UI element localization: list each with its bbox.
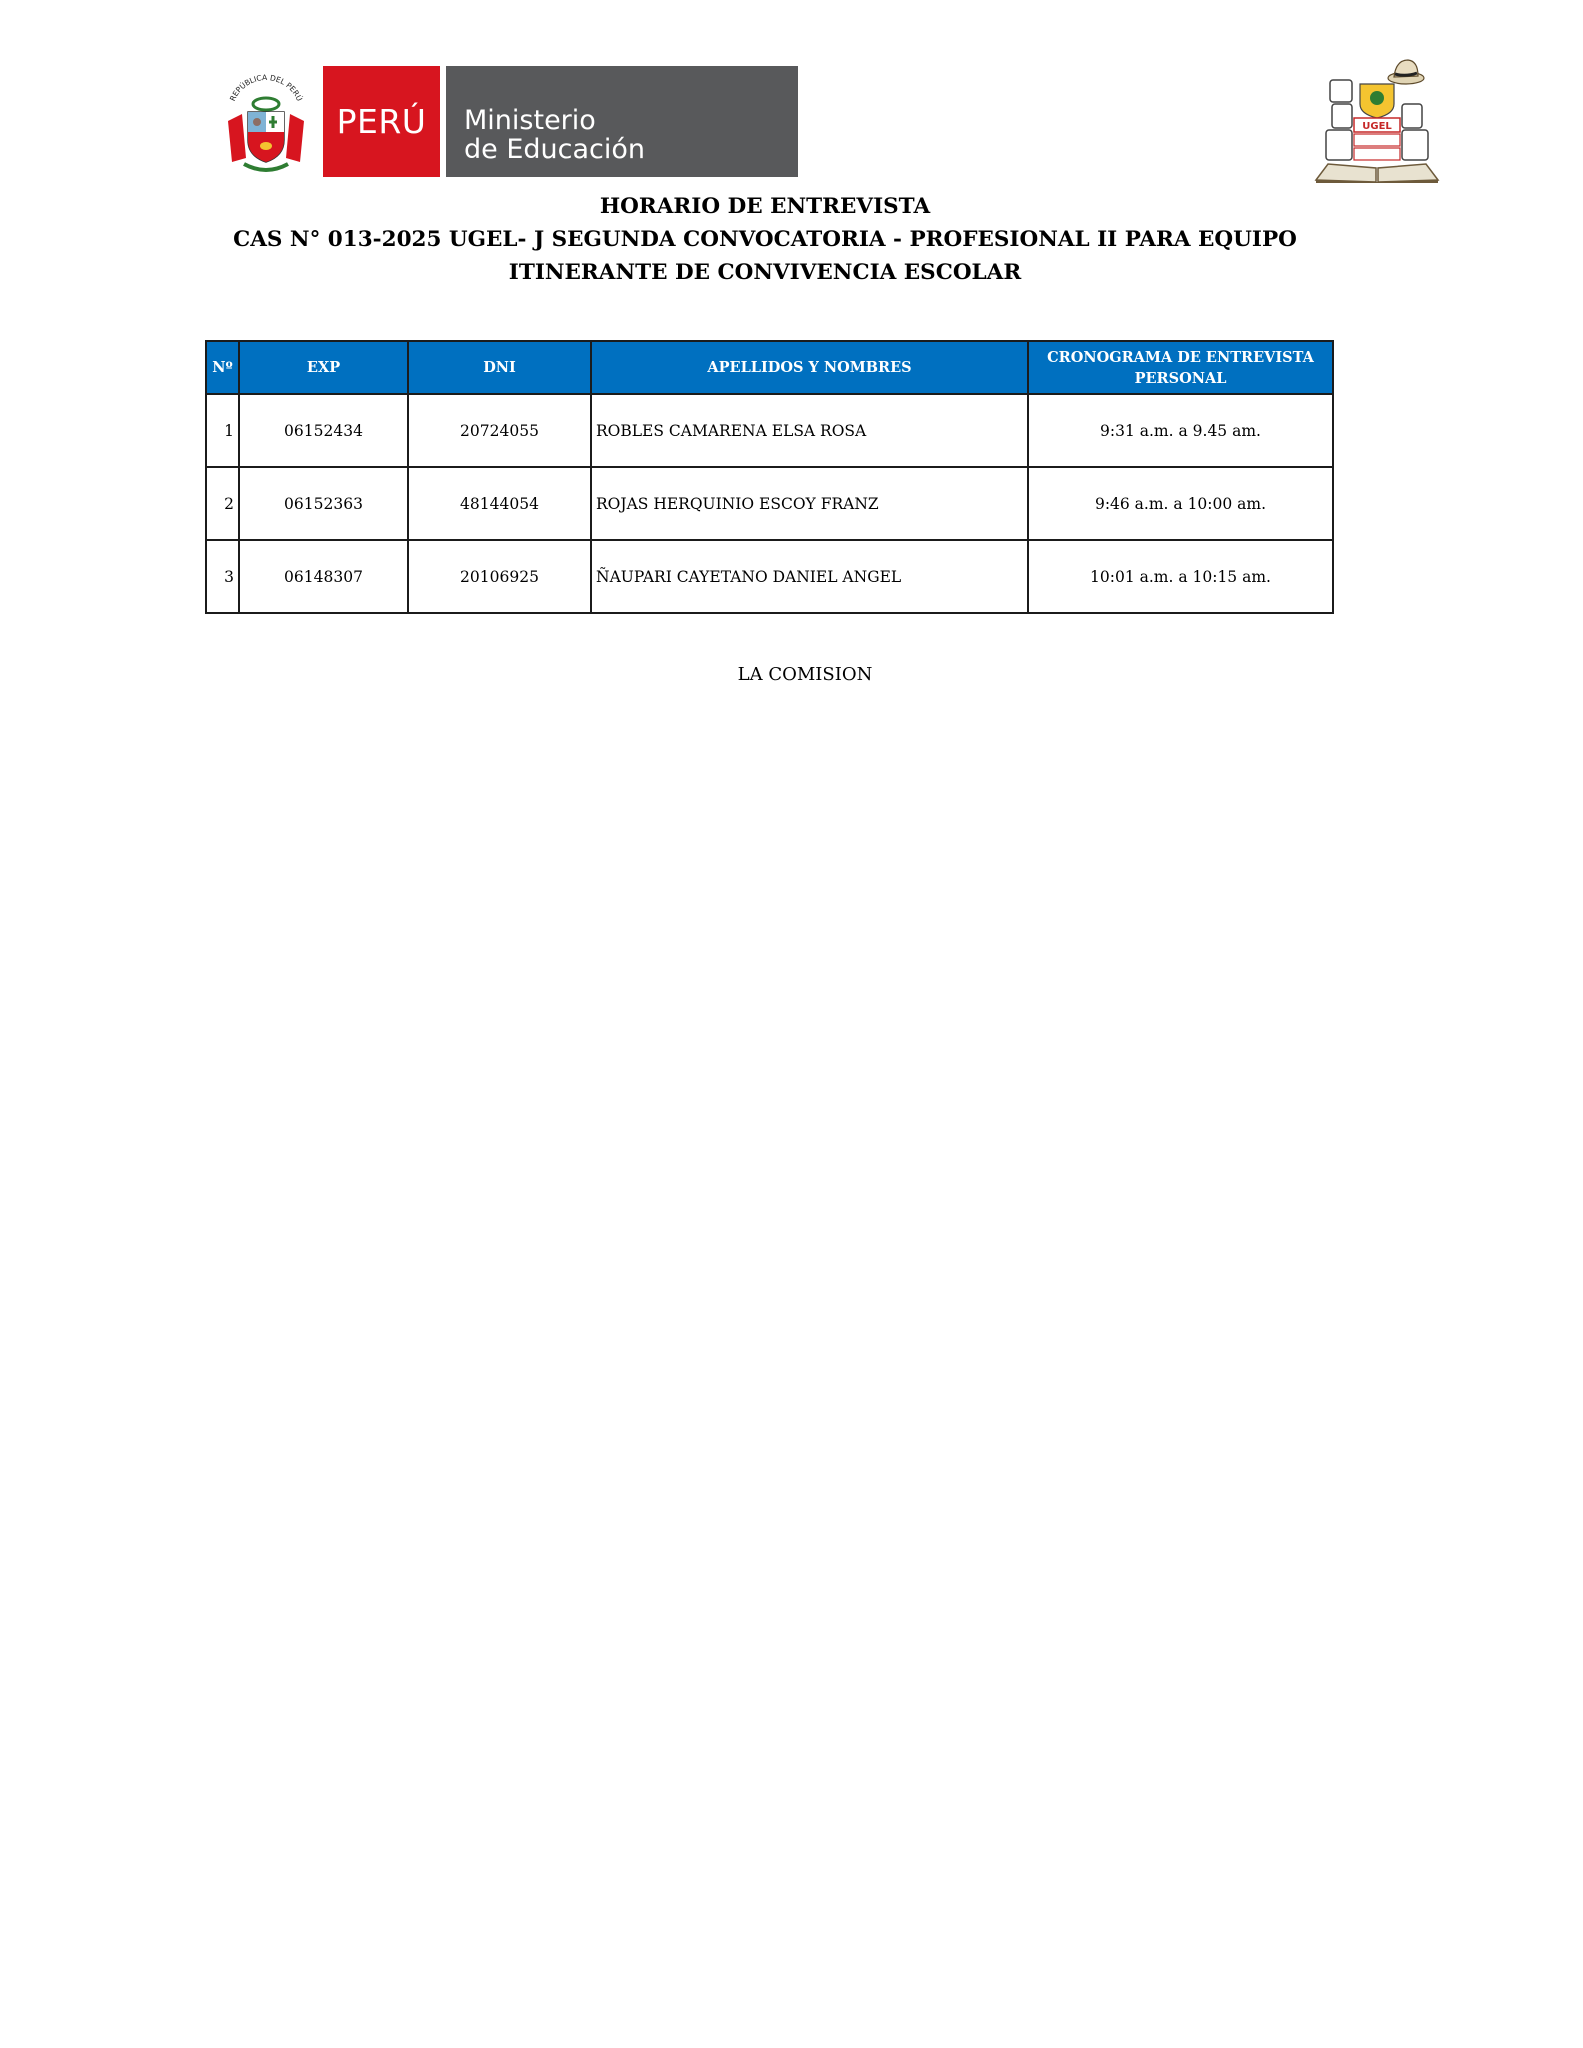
commission-signature: LA COMISION (737, 664, 873, 685)
svg-text:REPÚBLICA DEL PERÚ: REPÚBLICA DEL PERÚ (227, 72, 305, 103)
cell-dni: 20724055 (408, 394, 591, 467)
svg-text:UGEL: UGEL (1362, 121, 1392, 132)
table-row (206, 467, 1333, 540)
cell-num: 1 (206, 394, 239, 467)
cell-num: 2 (206, 467, 239, 540)
cell-name: ROJAS HERQUINIO ESCOY FRANZ (591, 467, 1028, 540)
title-line-3: ITINERANTE DE CONVIVENCIA ESCOLAR (508, 260, 1022, 285)
table-header-row (206, 341, 1333, 394)
peru-brand-block (323, 66, 440, 177)
header-schedule: CRONOGRAMA DE ENTREVISTA PERSONAL (1028, 341, 1333, 394)
cell-num: 3 (206, 540, 239, 613)
header-num: Nº (206, 341, 239, 394)
cell-dni: 20106925 (408, 540, 591, 613)
cell-schedule: 9:46 a.m. a 10:00 am. (1028, 467, 1333, 540)
title-line-1: HORARIO DE ENTREVISTA (599, 194, 931, 219)
interview-schedule-table (205, 340, 1334, 614)
table-row (206, 540, 1333, 613)
ministry-line-1: Ministerio (464, 105, 596, 136)
peru-label: PERÚ (336, 102, 427, 141)
cell-name: ÑAUPARI CAYETANO DANIEL ANGEL (591, 540, 1028, 613)
ugel-logo-icon (1308, 56, 1446, 184)
cell-schedule: 10:01 a.m. a 10:15 am. (1028, 540, 1333, 613)
header-name: APELLIDOS Y NOMBRES (591, 341, 1028, 394)
cell-exp: 06148307 (239, 540, 408, 613)
document-title (200, 190, 1330, 289)
minedu-logo (218, 66, 798, 177)
title-line-2: CAS N° 013-2025 UGEL- J SEGUNDA CONVOCATORIA - PROFESIONAL II PARA EQUIPO (233, 227, 1297, 252)
ministerio-brand-block (446, 66, 798, 177)
cell-exp: 06152434 (239, 394, 408, 467)
header-exp: EXP (239, 341, 408, 394)
cell-exp: 06152363 (239, 467, 408, 540)
cell-schedule: 9:31 a.m. a 9.45 am. (1028, 394, 1333, 467)
cell-dni: 48144054 (408, 467, 591, 540)
coat-of-arms-icon (218, 66, 314, 177)
ministry-line-2: de Educación (464, 134, 646, 165)
header-dni: DNI (408, 341, 591, 394)
table-row (206, 394, 1333, 467)
cell-name: ROBLES CAMARENA ELSA ROSA (591, 394, 1028, 467)
